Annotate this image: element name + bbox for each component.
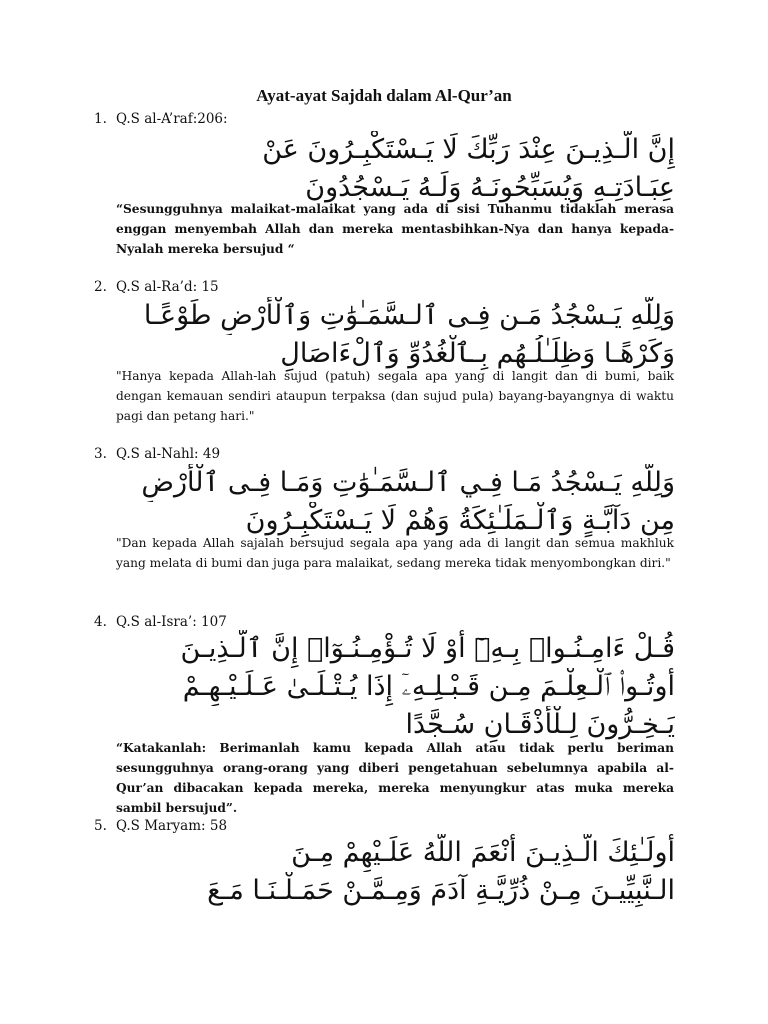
- arabic-line: عِبَـادَتِـهِ وَيُسَبِّحُونَـهُ وَلَـهُ يَـسْجُدُونَ: [305, 172, 675, 203]
- verse-translation: “Katakanlah: Berimanlah kamu kepada Allah atau tidak perlu beriman sesungguhnya orang-orang yang diberi pengetahuan sebelumnya apabila al-Qur’an dibacakan kepada mereka, mereka menyungkur atas muka mereka sambil bersujud”.: [116, 741, 674, 815]
- verse-reference: Q.S al-Isra’: 107: [116, 614, 227, 630]
- arabic-verse: [110, 131, 675, 207]
- arabic-line: يَـخِـرُّونَ لِـلْأَذْقَـانِ سُـجَّدًا: [405, 709, 675, 740]
- arabic-line: وَلِلَّهِ يَـسْجُدُ مَـا فِـي ٱلـسَّمَـٰوَٰتِ وَمَـا فِـى ٱلْأَرْضِ: [141, 467, 675, 498]
- arabic-verse: [110, 834, 675, 910]
- verse-heading: [94, 614, 227, 630]
- arabic-line: إِنَّ الَّـذِيـنَ عِنْدَ رَبِّكَ لَا يَـسْتَكْبِـرُونَ عَنْ: [262, 134, 675, 165]
- verse-number: 4.: [94, 614, 107, 630]
- arabic-line: أُولَـٰئِكَ الَّـذِيـنَ أَنْعَمَ اللَّهُ عَلَـيْهِمْ مِـنَ: [291, 837, 675, 868]
- arabic-line: مِن دَآبَّـةٍ وَٱلْـمَلَـٰئِكَةُ وَهُمْ لَا يَـسْتَكْبِـرُونَ: [245, 505, 675, 536]
- arabic-verse: [110, 297, 675, 373]
- arabic-line: الـنَّبِيِّيـنَ مِـنْ ذُرِّيَّـةِ آدَمَ وَمِـمَّـنْ حَمَـلْـنَـا مَـعَ: [207, 875, 675, 906]
- verse-reference: Q.S al-A’raf:206:: [116, 111, 228, 127]
- arabic-line: أُوتُـوا۟ ٱلْـعِلْـمَ مِـن قَـبْـلِـهِۦٓ إِذَا يُـتْـلَـىٰ عَـلَـيْـهِـمْ: [182, 671, 675, 702]
- verse-number: 5.: [94, 818, 107, 834]
- verse-number: 2.: [94, 279, 107, 295]
- arabic-line: وَكَرْهًـا وَظِلَـٰلُـهُم بِـٱلْغُدُوِّ وَٱلْءَاصَالِ: [280, 338, 675, 369]
- verse-number: 3.: [94, 446, 107, 462]
- verse-translation: "Dan kepada Allah sajalah bersujud segala apa yang ada di langit dan semua makhluk yang melata di bumi dan juga para malaikat, sedang mereka tidak menyombongkan diri.": [116, 536, 674, 570]
- verse-reference: Q.S al-Nahl: 49: [116, 446, 221, 462]
- verse-heading: [94, 111, 228, 127]
- verse-heading: [94, 818, 227, 834]
- arabic-line: قُـلْ ءَامِـنُـوا۟ بِـهِۦٓ أَوْ لَا تُـؤْمِـنُـوٓا۟ إِنَّ ٱلَّـذِيـنَ: [180, 633, 675, 664]
- arabic-verse: [110, 464, 675, 540]
- verse-translation: "Hanya kepada Allah-lah sujud (patuh) segala apa yang di langit dan di bumi, baik dengan kemauan sendiri ataupun terpaksa (dan sujud pula) bayang-bayangnya di waktu pagi dan petang hari.": [116, 369, 674, 423]
- verse-reference: Q.S Maryam: 58: [116, 818, 228, 834]
- verse-heading: [94, 279, 219, 295]
- verse-number: 1.: [94, 111, 107, 127]
- verse-heading: [94, 446, 220, 462]
- arabic-verse: [110, 630, 675, 744]
- arabic-line: وَلِلَّهِ يَـسْجُدُ مَـن فِـى ٱلـسَّمَـٰوَٰتِ وَٱلْأَرْضِ طَوْعًـا: [143, 300, 675, 331]
- page-title: Ayat-ayat Sajdah dalam Al-Qur’an: [256, 86, 512, 105]
- verse-translation: “Sesungguhnya malaikat-malaikat yang ada di sisi Tuhanmu tidaklah merasa enggan menyembah Allah dan mereka mentasbihkan-Nya dan hanya kepada-Nyalah mereka bersujud “: [116, 202, 674, 256]
- verse-reference: Q.S al-Ra’d: 15: [116, 279, 219, 295]
